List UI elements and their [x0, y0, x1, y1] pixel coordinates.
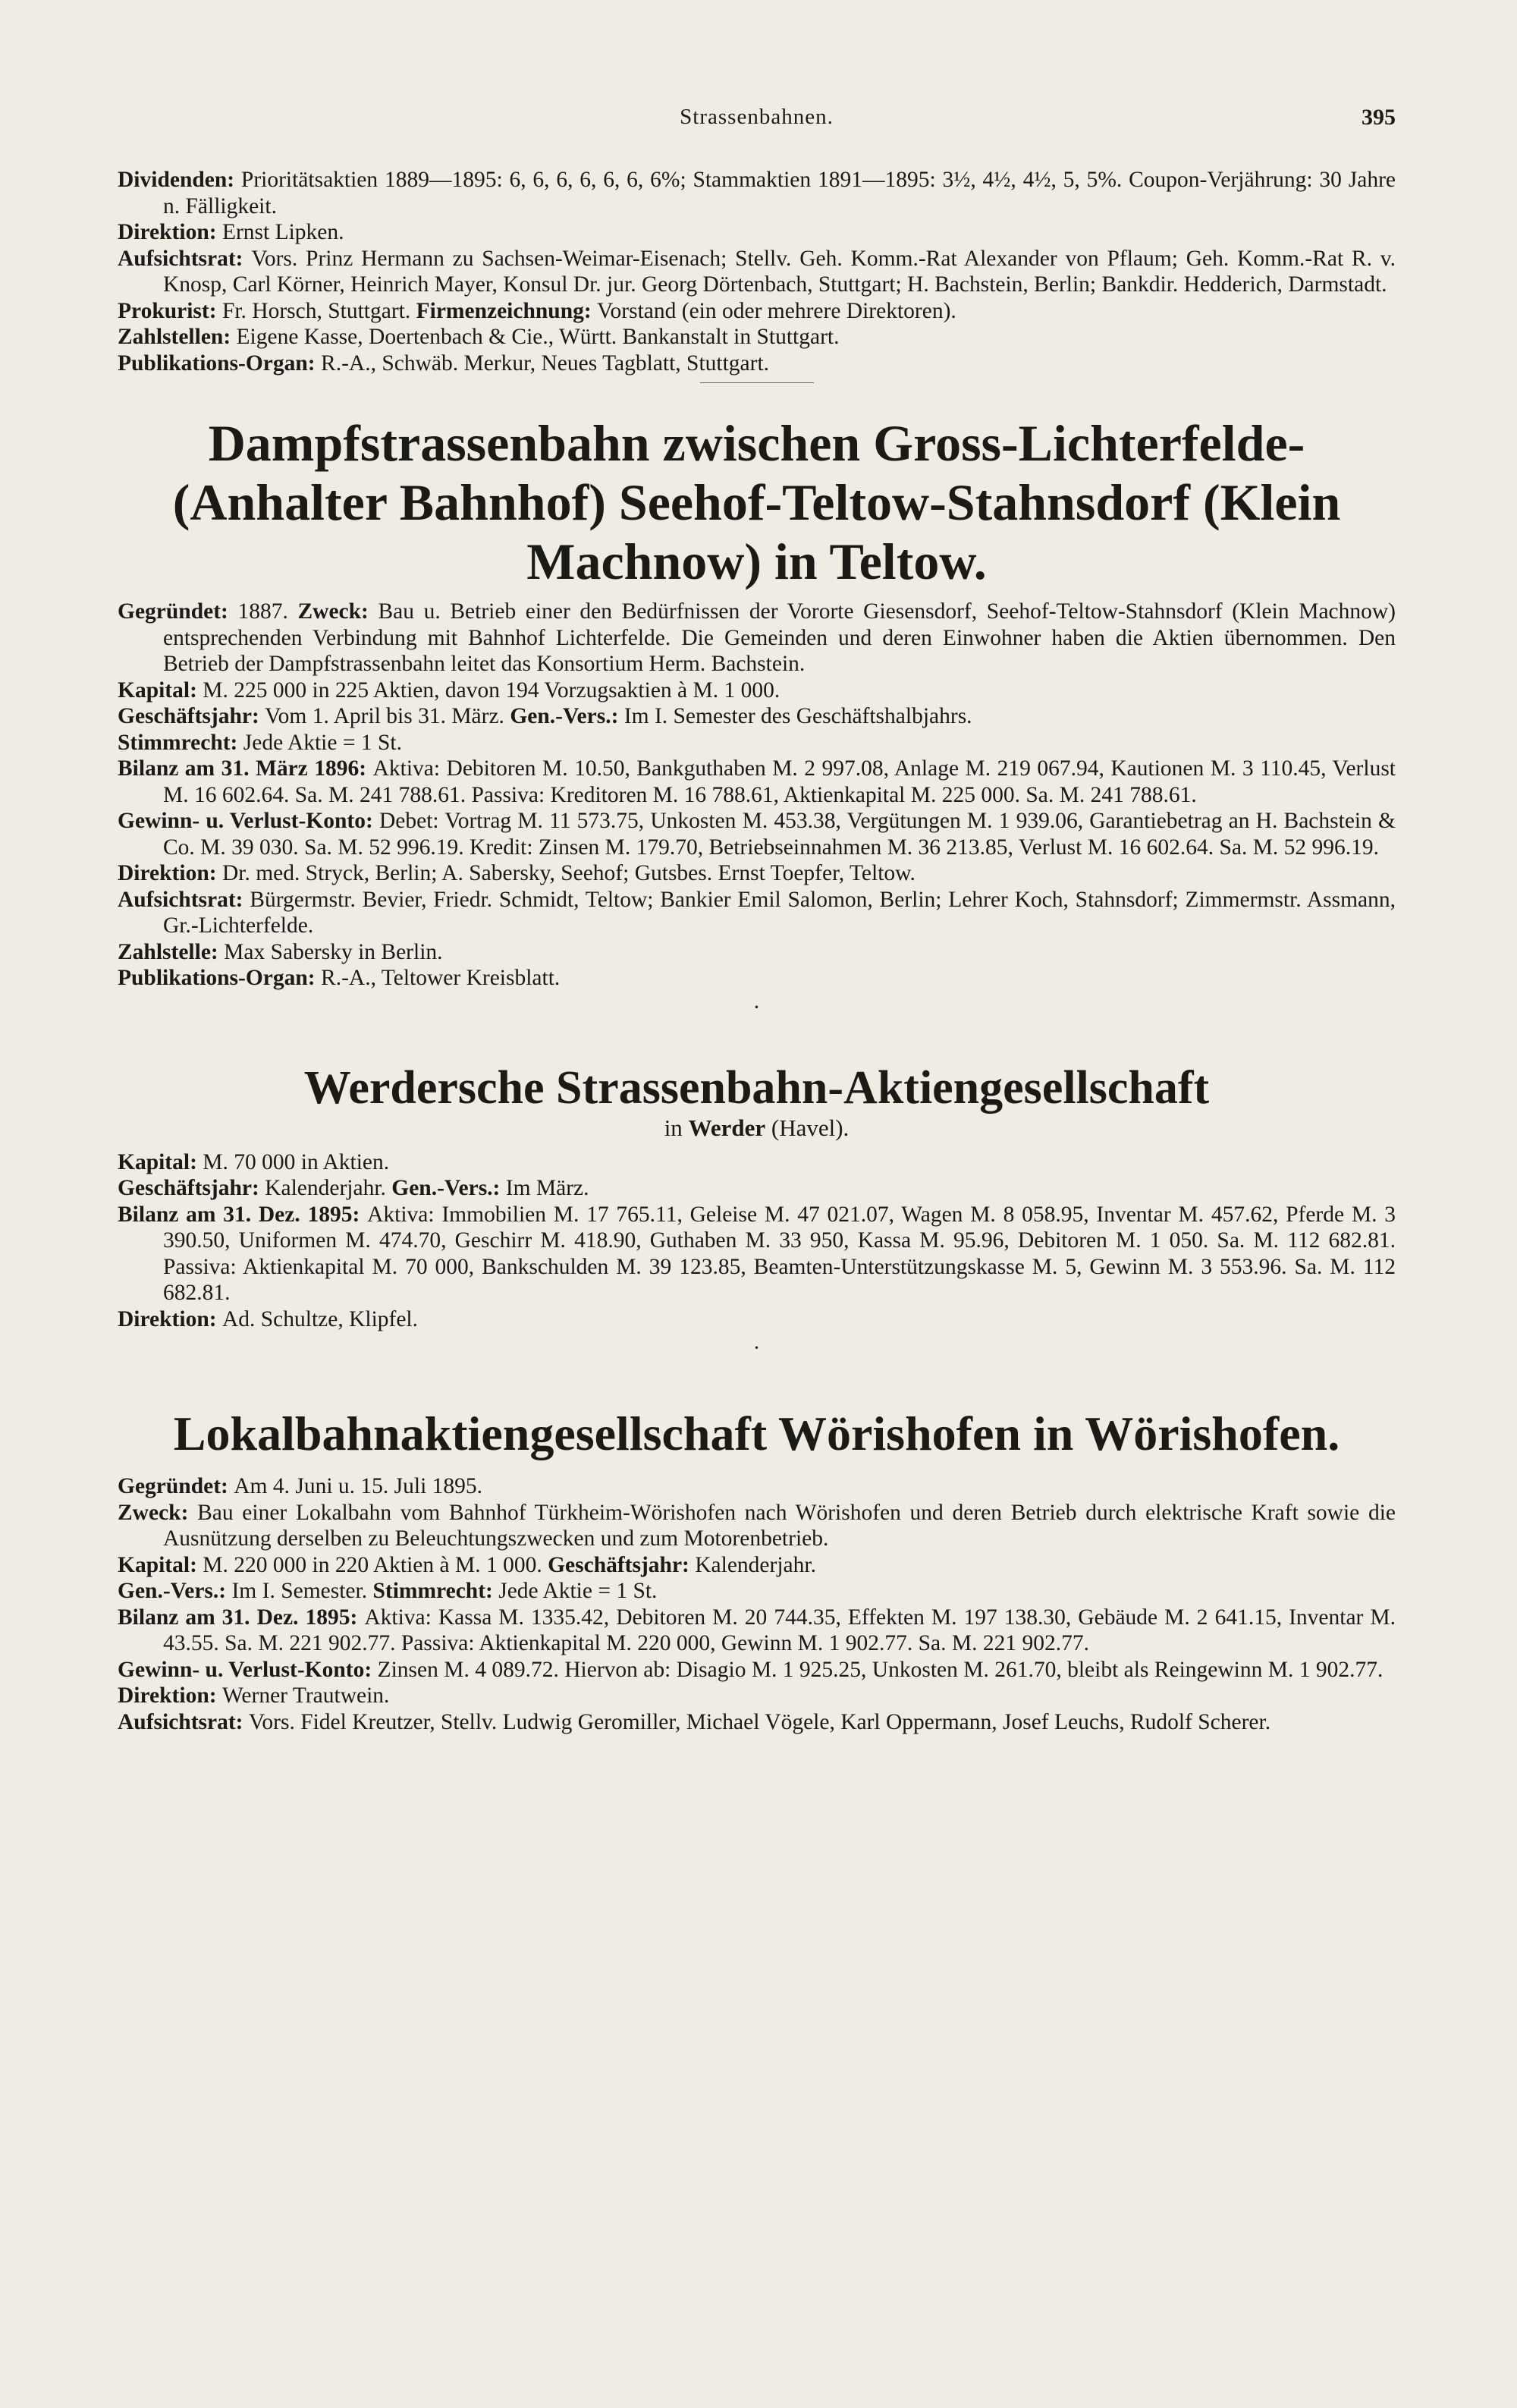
field-value: Debet: Vortrag M. 11 573.75, Unkosten M. 453.38, Vergütungen M. 1 939.06, Garantiebetrag an H. Bachstein & Co. M. 39 030. Sa. M. 52 996.19. Kredit: Zinsen M. 179.70, Betriebseinnahmen M. 36 213.85, Verlust M. 16 602.64. Sa. M. 52 996.19. — [163, 809, 1396, 860]
field-value: 1887. — [237, 599, 298, 624]
field-value: Prioritätsaktien 1889—1895: 6, 6, 6, 6, 6, 6, 6%; Stammaktien 1891—1895: 3½, 4½, 4½, 5, 5%. Coupon-Verjährung: 30 Jahre n. Fälligkeit. — [163, 168, 1396, 218]
field-value: Fr. Horsch, Stuttgart. — [221, 298, 416, 323]
field-label: Geschäftsjahr: — [118, 704, 265, 728]
field-label: Bilanz am 31. Dez. 1895: — [118, 1605, 365, 1630]
entry-paragraph — [118, 1149, 1396, 1176]
field-label: Zahlstelle: — [118, 939, 225, 964]
running-head-title: Strassenbahnen. — [680, 105, 834, 129]
entry-paragraph — [118, 219, 1396, 246]
entry-paragraph — [118, 1657, 1396, 1683]
field-value: Vors. Fidel Kreutzer, Stellv. Ludwig Geromiller, Michael Vögele, Karl Oppermann, Josef Leuchs, Rudolf Scherer. — [248, 1709, 1271, 1734]
entry-paragraph — [118, 1473, 1396, 1500]
entry-paragraph — [118, 351, 1396, 377]
entry-paragraph — [118, 756, 1396, 808]
field-value: M. 225 000 in 225 Aktien, davon 194 Vorzugsaktien à M. 1 000. — [203, 677, 780, 703]
entry-paragraph — [118, 1500, 1396, 1552]
entry-paragraph — [118, 1605, 1396, 1657]
entry-paragraph — [118, 860, 1396, 887]
entry-subtitle: in Werder (Havel). — [664, 1114, 850, 1141]
field-label: Kapital: — [118, 1149, 203, 1174]
field-value: Bau u. Betrieb einer den Bedürfnissen der Vororte Giesensdorf, Seehof-Teltow-Stahnsdorf (Klein Machnow) entsprechenden Verbindung mit Bahnhof Lichterfelde. Die Gemeinden und deren Einwohner haben die Aktien übernommen. Den Betrieb der Dampfstrassenbahn leitet das Konsortium Herm. Bachstein. — [163, 599, 1396, 676]
entry-paragraph — [118, 298, 1396, 325]
entry-continued — [118, 167, 1396, 383]
entry-paragraph — [118, 324, 1396, 351]
field-value: M. 220 000 in 220 Aktien à M. 1 000. — [203, 1552, 548, 1577]
field-label: Gegründet: — [118, 599, 238, 624]
entry-paragraph — [118, 1175, 1396, 1202]
field-value: M. 70 000 in Aktien. — [203, 1149, 390, 1174]
field-label: Geschäftsjahr: — [548, 1552, 696, 1577]
field-value: Im I. Semester des Geschäftshalbjahrs. — [623, 704, 972, 728]
field-value: Vors. Prinz Hermann zu Sachsen-Weimar-Eisenach; Stellv. Geh. Komm.-Rat Alexander von Pflaum; Geh. Komm.-Rat R. v. Knosp, Carl Körner, Heinrich Mayer, Konsul Dr. jur. Georg Dörtenbach, Stuttgart; H. Bachstein, Berlin; Bankdir. Hedderich, Darmstadt. — [163, 246, 1396, 297]
entry-paragraph — [118, 246, 1396, 298]
entry-paragraph — [118, 677, 1396, 704]
field-label: Aufsichtsrat: — [118, 246, 252, 271]
entry-paragraph — [118, 1552, 1396, 1579]
field-label: Direktion: — [118, 1306, 222, 1331]
field-label: Geschäftsjahr: — [118, 1176, 265, 1200]
field-label: Bilanz am 31. März 1896: — [118, 756, 373, 781]
entry-paragraph — [118, 887, 1396, 939]
entry-body — [118, 1473, 1396, 1735]
field-label: Direktion: — [118, 1683, 222, 1708]
entry-dampfstrassenbahn — [118, 413, 1396, 1019]
entry-paragraph — [118, 939, 1396, 966]
entry-title: Lokalbahnaktiengesellschaft Wörishofen in Wörishofen. — [173, 1407, 1340, 1460]
field-value: Ad. Schultze, Klipfel. — [221, 1306, 419, 1331]
field-value: Kalenderjahr. — [695, 1552, 816, 1577]
field-value: Vom 1. April bis 31. März. — [265, 704, 510, 728]
field-label: Gewinn- u. Verlust-Konto: — [118, 1657, 378, 1682]
field-label: Gen.-Vers.: — [391, 1176, 506, 1200]
field-value: Aktiva: Immobilien M. 17 765.11, Geleise M. 47 021.07, Wagen M. 8 058.95, Inventar M. 457.62, Pferde M. 3 390.50, Uniformen M. 474.70, Geschirr M. 418.90, Guthaben M. 33 950, Kassa M. 95.96, Debitoren M. 1 050. Sa. M. 112 682.81. Passiva: Aktienkapital M. 70 000, Bankschulden M. 39 123.85, Beamten-Unterstützungskasse M. 5, Gewinn M. 3 553.96. Sa. M. 112 682.81. — [163, 1202, 1396, 1305]
field-value: Max Sabersky in Berlin. — [224, 939, 443, 964]
field-label: Firmenzeichnung: — [416, 298, 598, 323]
entry-paragraph — [118, 1709, 1396, 1736]
entry-paragraph — [118, 1306, 1396, 1333]
field-value: Jede Aktie = 1 St. — [498, 1579, 658, 1603]
field-value: Bürgermstr. Bevier, Friedr. Schmidt, Teltow; Bankier Emil Salomon, Berlin; Lehrer Koch, Stahnsdorf; Zimmermstr. Assmann, Gr.-Lichterfelde. — [163, 887, 1396, 938]
field-value: Vorstand (ein oder mehrere Direktoren). — [597, 298, 956, 323]
field-label: Zweck: — [297, 599, 378, 624]
entry-paragraph — [118, 167, 1396, 219]
small-mark: · — [752, 1335, 761, 1360]
field-label: Gen.-Vers.: — [118, 1579, 232, 1603]
field-value: Bau einer Lokalbahn vom Bahnhof Türkheim-Wörishofen nach Wörishofen und deren Betrieb durch elektrische Kraft sowie die Ausnützung derselben zu Beleuchtungszwecken und zum Motorenbetrieb. — [163, 1500, 1396, 1551]
field-label: Direktion: — [118, 220, 222, 244]
entry-paragraph — [118, 1683, 1396, 1709]
field-label: Kapital: — [118, 1552, 203, 1577]
entry-paragraph — [118, 703, 1396, 730]
field-value: Ernst Lipken. — [221, 220, 344, 244]
field-value: Eigene Kasse, Doertenbach & Cie., Württ. Bankanstalt in Stuttgart. — [236, 325, 840, 349]
field-label: Bilanz am 31. Dez. 1895: — [118, 1202, 368, 1227]
entry-body — [118, 599, 1396, 992]
entry-paragraph — [118, 1578, 1396, 1605]
field-label: Stimmrecht: — [118, 730, 243, 755]
field-value: Im I. Semester. — [231, 1579, 373, 1603]
field-label: Publikations-Organ: — [118, 351, 322, 376]
field-value: Zinsen M. 4 089.72. Hiervon ab: Disagio M. 1 925.25, Unkosten M. 261.70, bleibt als Reingewinn M. 1 902.77. — [377, 1657, 1384, 1682]
field-label: Prokurist: — [118, 298, 222, 323]
entry-body — [118, 167, 1396, 376]
running-head — [118, 105, 1396, 150]
field-label: Gen.-Vers.: — [510, 704, 624, 728]
field-value: Im März. — [505, 1176, 589, 1200]
field-label: Kapital: — [118, 677, 203, 703]
field-label: Direktion: — [118, 861, 222, 885]
small-mark: · — [752, 994, 761, 1020]
entry-paragraph — [118, 965, 1396, 992]
field-value: Aktiva: Debitoren M. 10.50, Bankguthaben M. 2 997.08, Anlage M. 219 067.94, Kautionen M. 3 110.45, Verlust M. 16 602.64. Sa. M. 241 788.61. Passiva: Kreditoren M. 16 788.61, Aktienkapital M. 225 000. Sa. M. 241 788.61. — [163, 756, 1396, 807]
entry-title: Dampfstrassenbahn zwischen Gross-Lichterfelde- (Anhalter Bahnhof) Seehof-Teltow-Stahnsdorf (Klein Machnow) in Teltow. — [172, 414, 1341, 590]
field-label: Zahlstellen: — [118, 325, 237, 349]
entry-werdersche — [118, 1061, 1396, 1360]
entry-paragraph — [118, 808, 1396, 860]
entry-woerishofen — [118, 1407, 1396, 1735]
field-value: Dr. med. Stryck, Berlin; A. Sabersky, Seehof; Gutsbes. Ernst Toepfer, Teltow. — [221, 861, 916, 885]
field-label: Gegründet: — [118, 1474, 234, 1498]
field-label: Aufsichtsrat: — [118, 1709, 249, 1734]
field-label: Aufsichtsrat: — [118, 887, 250, 912]
field-label: Gewinn- u. Verlust-Konto: — [118, 809, 379, 833]
field-value: Werner Trautwein. — [221, 1683, 390, 1708]
entry-paragraph — [118, 599, 1396, 677]
section-rule — [700, 382, 814, 383]
field-value: R.-A., Teltower Kreisblatt. — [321, 966, 561, 990]
field-value: Jede Aktie = 1 St. — [243, 730, 402, 755]
entry-paragraph — [118, 730, 1396, 756]
field-label: Dividenden: — [118, 168, 241, 192]
entry-body — [118, 1149, 1396, 1333]
field-value: Aktiva: Kassa M. 1335.42, Debitoren M. 20 744.35, Effekten M. 197 138.30, Gebäude M. 2 641.15, Inventar M. 43.55. Sa. M. 221 902.77. Passiva: Aktienkapital M. 220 000, Gewinn M. 1 902.77. Sa. M. 221 902.77. — [163, 1605, 1396, 1655]
field-value: Am 4. Juni u. 15. Juli 1895. — [234, 1474, 483, 1498]
entry-title: Werdersche Strassenbahn-Aktiengesellschaft — [303, 1061, 1210, 1114]
field-label: Stimmrecht: — [372, 1579, 499, 1603]
field-label: Publikations-Organ: — [118, 966, 322, 990]
page-number: 395 — [1362, 105, 1396, 130]
field-value: R.-A., Schwäb. Merkur, Neues Tagblatt, Stuttgart. — [321, 351, 770, 376]
field-label: Zweck: — [118, 1500, 198, 1525]
field-value: Kalenderjahr. — [265, 1176, 392, 1200]
entry-paragraph — [118, 1202, 1396, 1306]
